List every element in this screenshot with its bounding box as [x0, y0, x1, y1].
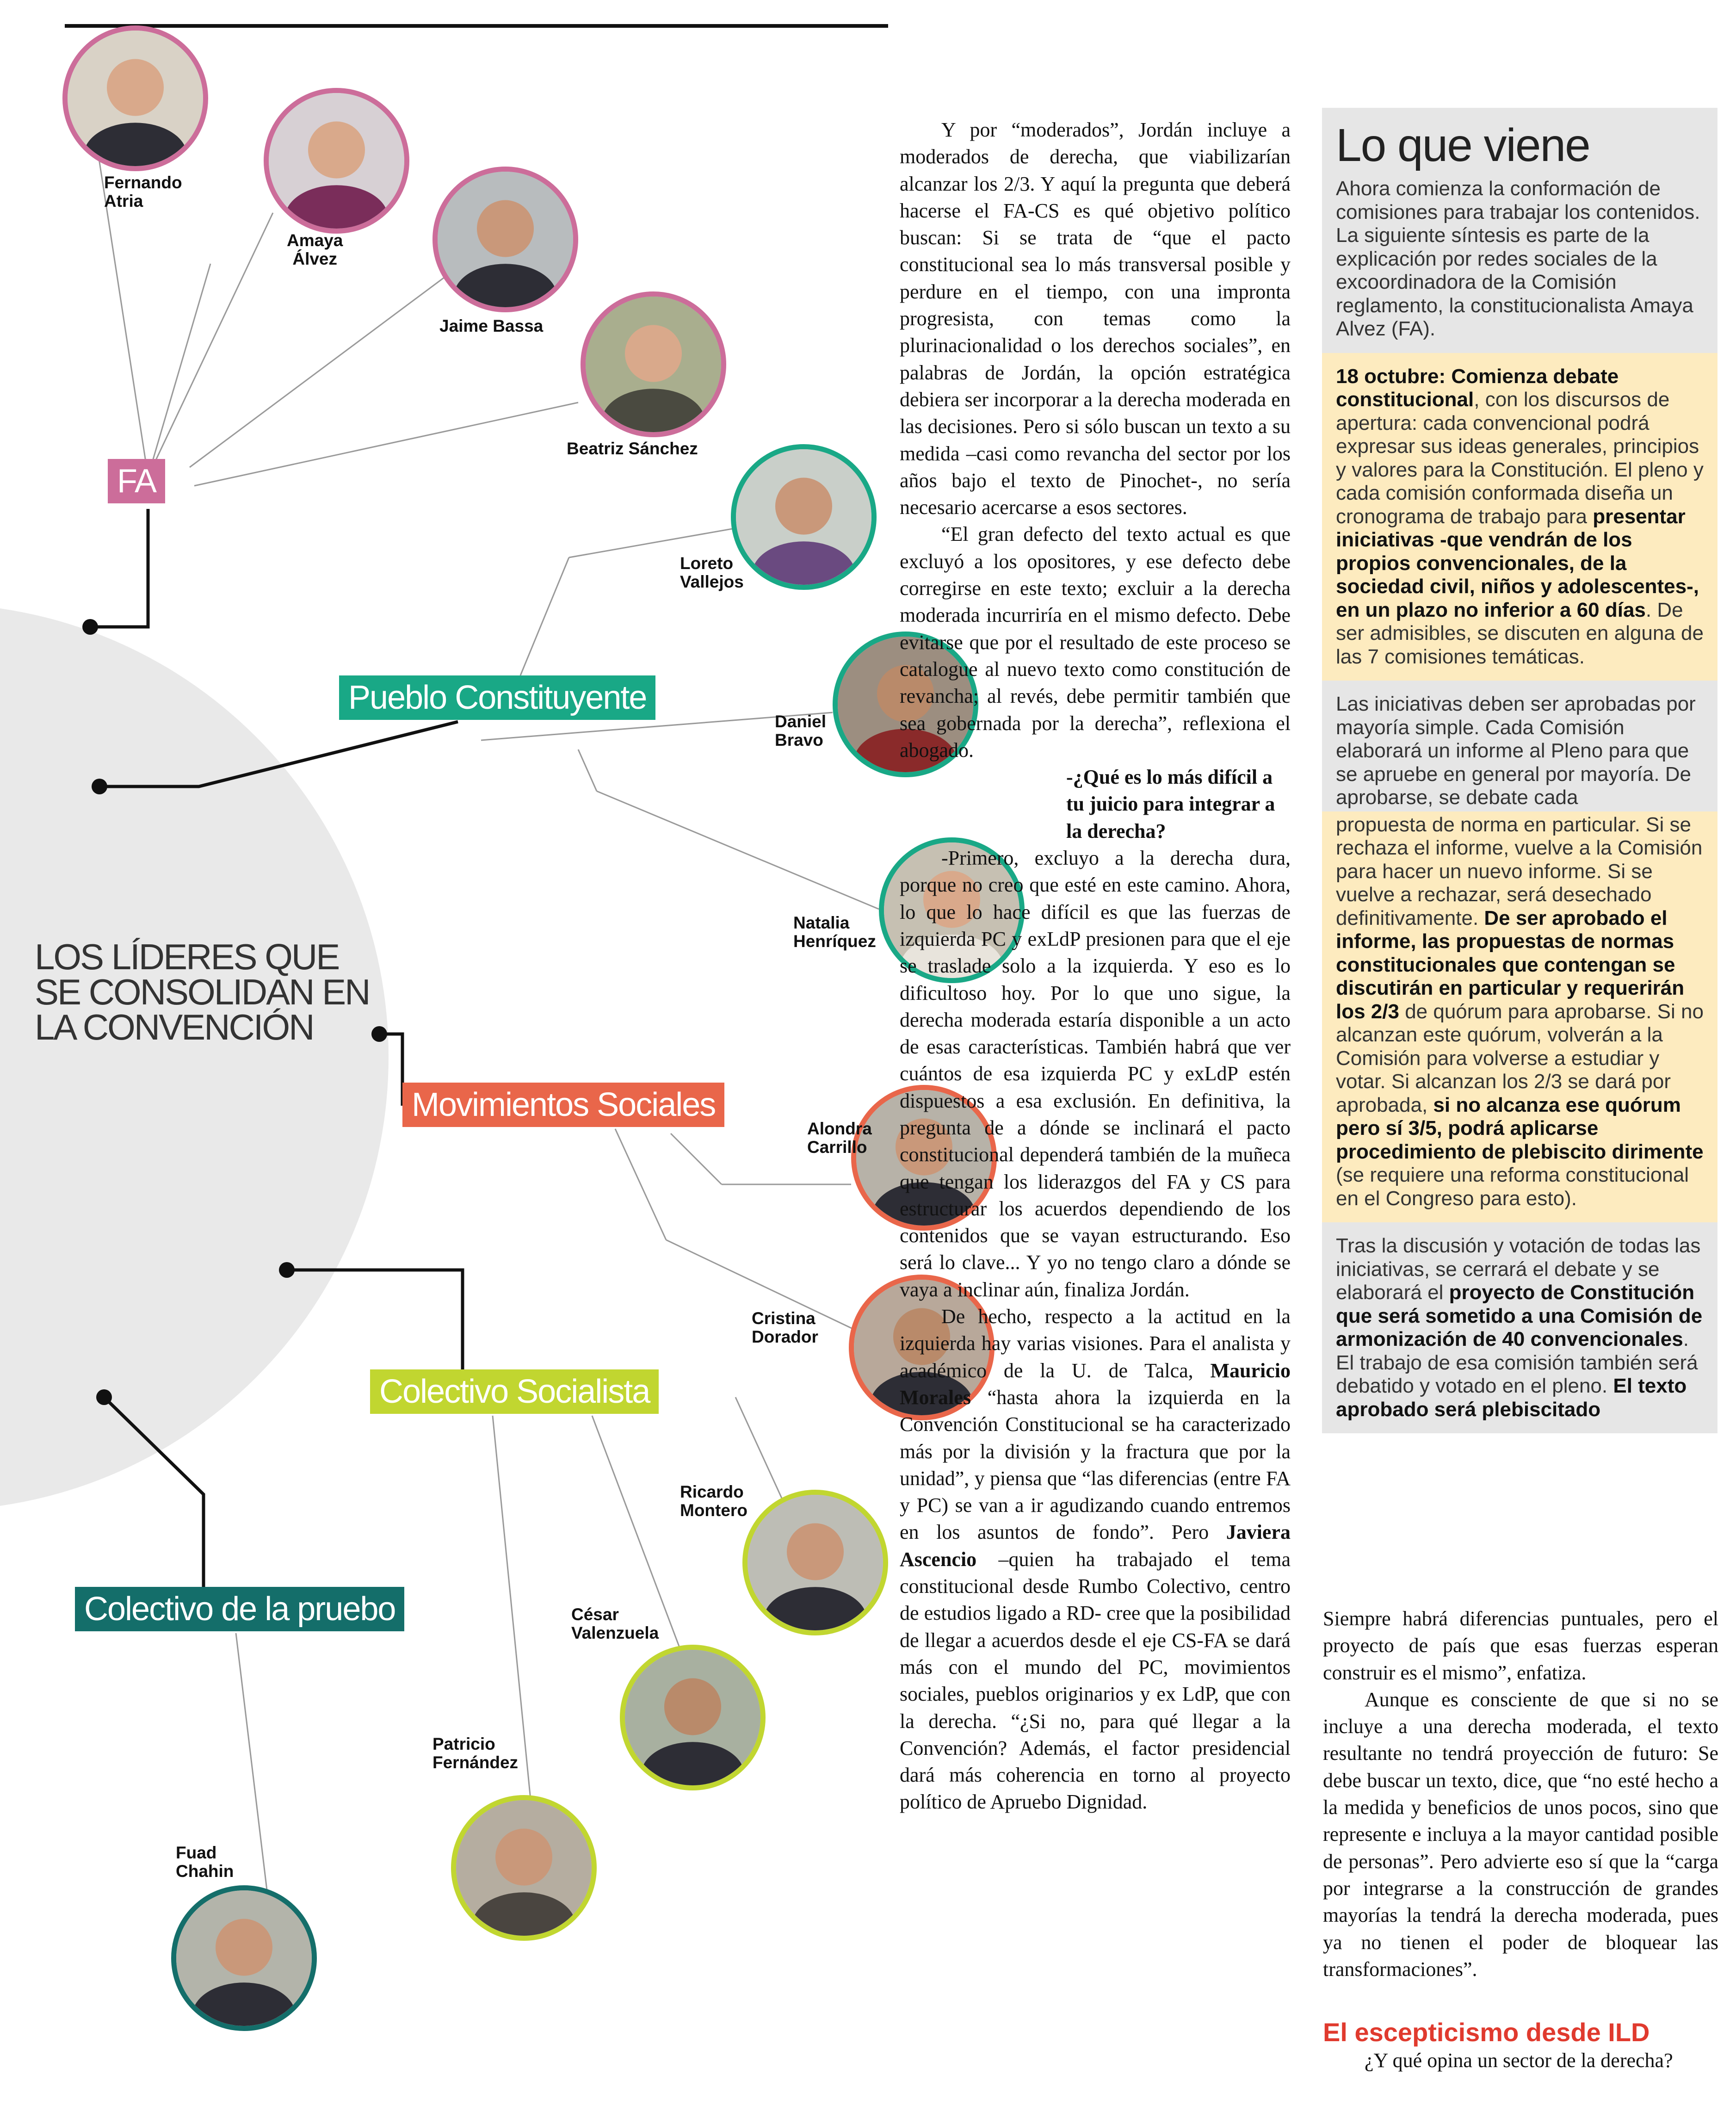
sidebar-step-3: propuesta de norma en particular. Si se rechaza el informe, vuelve a la Comisión para hacer un nuevo informe. Si se vuelve a rechazar, será desechado definitivamente. De ser aprobado el informe, las propuestas de normas constitucionales que contengan se discutirán en particular y requerirán los 2/3 de quórum para aprobarse. Si no alcanzan este quórum, volverán a la Comisión para volverse a estudiar y votar. Si alcanzan los 2/3 se dará por aprobada, si no alcanza ese quórum pero sí 3/5, podrá aplicarse procedimiento de plebiscito dirimente (se requiere una reforma constitucional en el Congreso para esto).: [1322, 811, 1717, 1223]
bottom-right-column: [1323, 1605, 1718, 1983]
title-line-1: LOS LÍDERES QUE: [35, 936, 339, 977]
avatar-jaime-bassa: [432, 167, 578, 312]
name-fernando-atria: Fernando Atria: [104, 173, 182, 211]
bottom-paragraph-1: Siempre habrá diferencias puntuales, pero el proyecto de país que esas fuerzas esperan construir es el mismo”, enfatiza.: [1323, 1607, 1718, 1684]
avatar-ricardo-montero: [742, 1490, 888, 1635]
sidebar-step-1: 18 octubre: Comienza debate constitucional, con los discursos de apertura: cada convencional podrá expresar sus ideas generales, principios y valores para la Constitución. El pleno y cada comisión conformada diseña un cronograma de trabajo para presentar iniciativas -que vendrán de los propios convencionales, de la sociedad civil, niños y adolescentes-, en un plazo no inferior a 60 días. De ser admisibles, se discuten en alguna de las 7 comisiones temáticas.: [1322, 353, 1717, 681]
bottom-paragraph-3: ¿Y qué opina un sector de la derecha?: [1365, 2049, 1673, 2072]
name-fuad-chahin: Fuad Chahin: [176, 1843, 234, 1881]
article-paragraph-2: “El gran defecto del texto actual es que excluyó a los opositores, y ese defecto debe corregirse en este texto; excluir a la derecha moderada incurriría en el mismo defecto. Debe evitarse que por el resultado de este proceso se catalogue al nuevo texto como constitución de revancha; al revés, debe permitir también que sea gobernada por la derecha”, reflexiona el abogado.: [900, 523, 1291, 762]
socialista-trunk: [287, 1270, 463, 1374]
avatar-beatriz-sanchez: [581, 291, 726, 437]
group-label-colectivo-apruebo: Colectivo de la pruebo: [75, 1587, 404, 1631]
apruebo-trunk: [104, 1397, 204, 1591]
avatar-cesar-valenzuela: [620, 1645, 766, 1790]
fa-trunk: [90, 509, 148, 627]
article-column: [900, 117, 1291, 1816]
avatar-fuad-chahin: [171, 1885, 317, 2031]
group-label-fa: FA: [108, 459, 165, 503]
name-amaya-alvez: Amaya Álvez: [287, 231, 343, 268]
name-alondra-carrillo: Alondra Carrillo: [807, 1119, 872, 1157]
section-title: [35, 936, 370, 1047]
movimientos-trunk: [379, 1034, 402, 1106]
title-line-3: LA CONVENCIÓN: [35, 1007, 314, 1047]
avatar-fernando-atria: [62, 25, 208, 171]
bottom-question-block: [1323, 2047, 1718, 2074]
sidebar-heading: Lo que viene: [1336, 119, 1590, 171]
name-loreto-vallejos: Loreto Vallejos: [680, 554, 744, 591]
bottom-paragraph-2: Aunque es consciente de que si no se incluye a una derecha moderada, el texto resultante no tendrá proyección de futuro: Se debe buscar un texto, dice, que “no esté hecho a la medida y beneficios de unos pocos, sino que represente e incluya a la mayor cantidad posible de personas”. Pero advierte eso sí que la “carga por integrarse a la construcción de grandes mayorías la tendrá la derecha moderada, pues ya no tienen el poder de bloquear las transformaciones”.: [1323, 1688, 1718, 1981]
group-label-colectivo-socialista: Colectivo Socialista: [370, 1369, 659, 1414]
name-cristina-dorador: Cristina Dorador: [752, 1309, 818, 1346]
article-paragraph-4: De hecho, respecto a la actitud en la izquierda hay varias visiones. Para el analista y académico de la U. de Talca, Mauricio Morales “hasta ahora la izquierda en la Convención Constitucional se ha caracterizado más por la división y la fractura que por la unidad”, y piensa que “las diferencias (entre FA y PC) se van a ir agudizando cuando entremos en los asuntos de fondo”. Pero Javiera Ascencio –quien ha trabajado el tema constitucional desde Rumbo Colectivo, centro de estudios ligado a RD- cree que la posibilidad de llegar a acuerdos desde el eje CS-FA se dará más con el mundo del PC, movimientos sociales, pueblos originarios y ex LdP, que con la derecha. “¿Si no, para qué llegar a la Convención? Además, el factor presidencial dará más coherencia en torno al proyecto político de Apruebo Dignidad.: [900, 1305, 1291, 1814]
group-label-movimientos-sociales: Movimientos Sociales: [402, 1083, 724, 1127]
subheading-escepticismo: El escepticismo desde ILD: [1323, 2018, 1650, 2047]
name-beatriz-sanchez: Beatriz Sánchez: [567, 439, 698, 458]
name-jaime-bassa: Jaime Bassa: [439, 316, 544, 335]
name-patricio-fernandez: Patricio Fernández: [432, 1734, 519, 1772]
sidebar-step-2: Las iniciativas deben ser aprobadas por mayoría simple. Cada Comisión elaborará un informe al Pleno para que se apruebe en general por mayoría. De aprobarse, se debate cada: [1322, 681, 1717, 811]
name-natalia-henriquez: Natalia Henríquez: [793, 913, 876, 951]
pueblo-trunk: [99, 722, 458, 786]
sidebar-intro: Ahora comienza la conformación de comisiones para trabajar los contenidos. La siguiente síntesis es parte de la explicación por redes sociales de la excoordinadora de la Comisión reglamento, la constitucionalista Amaya Alvez (FA).: [1336, 177, 1700, 340]
article-paragraph-1: Y por “moderados”, Jordán incluye a moderados de derecha, que viabilizarían alcanzar los 2/3. Y aquí la pregunta que deberá hacerse el FA-CS es qué objetivo político buscan: Si se trata de “que el pacto constitucional sea lo más transversal posible y perdure en el tiempo, con una impronta progresista, con temas como la plurinacionalidad o los derechos sociales”, en palabras de Jordán, la opción estratégica debiera ser incorporar a la derecha moderada en las decisiones. Pero si sólo buscan un texto a su medida –casi como revancha del sector por los años bajo el texto de Pinochet-, no sería necesario acercarse a esos sectores.: [900, 118, 1291, 519]
avatar-loreto-vallejos: [731, 444, 877, 590]
sidebar-lo-que-viene: [1322, 108, 1717, 1433]
name-ricardo-montero: Ricardo Montero: [680, 1482, 748, 1520]
avatar-patricio-fernandez: [451, 1795, 597, 1941]
title-line-2: SE CONSOLIDAN EN: [35, 972, 370, 1012]
avatar-amaya-alvez: [264, 88, 409, 234]
article-question: -¿Qué es lo más difícil a tu juicio para integrar a la derecha?: [1066, 766, 1275, 842]
name-daniel-bravo: Daniel Bravo: [775, 712, 827, 749]
name-cesar-valenzuela: César Valenzuela: [571, 1605, 659, 1642]
sidebar-intro-box: [1322, 108, 1717, 353]
sidebar-step-4: Tras la discusión y votación de todas las iniciativas, se cerrará el debate y se elaborará el proyecto de Constitución que será sometido a una Comisión de armonización de 40 convencionales. El trabajo de esa comisión también será debatido y votado en el pleno. El texto aprobado será plebiscitado: [1322, 1222, 1717, 1433]
article-paragraph-3: -Primero, excluyo a la derecha dura, porque no creo que esté en este camino. Ahora, lo que lo hace difícil es que las fuerzas de izquierda PC y exLdP presionen para que el eje se traslade solo a la izquierda. Y eso es lo dificultoso hoy. Por lo que uno sigue, la derecha moderada estaría disponible a un acto de esas características. También habrá que ver cuántos de esa izquierda PC y exLdP estén dispuestos a esa exclusión. En definitiva, la pregunta de a dónde se inclinará el pacto constitucional dependerá también de la muñeca que tengan los liderazgos del FA y CS para estructurar los acuerdos dependiendo de los contenidos que se vayan estructurando. Eso será lo clave... Y yo no tengo claro a dónde se vaya a inclinar aún, finaliza Jordán.: [900, 847, 1291, 1301]
group-label-pueblo-constituyente: Pueblo Constituyente: [339, 675, 655, 720]
